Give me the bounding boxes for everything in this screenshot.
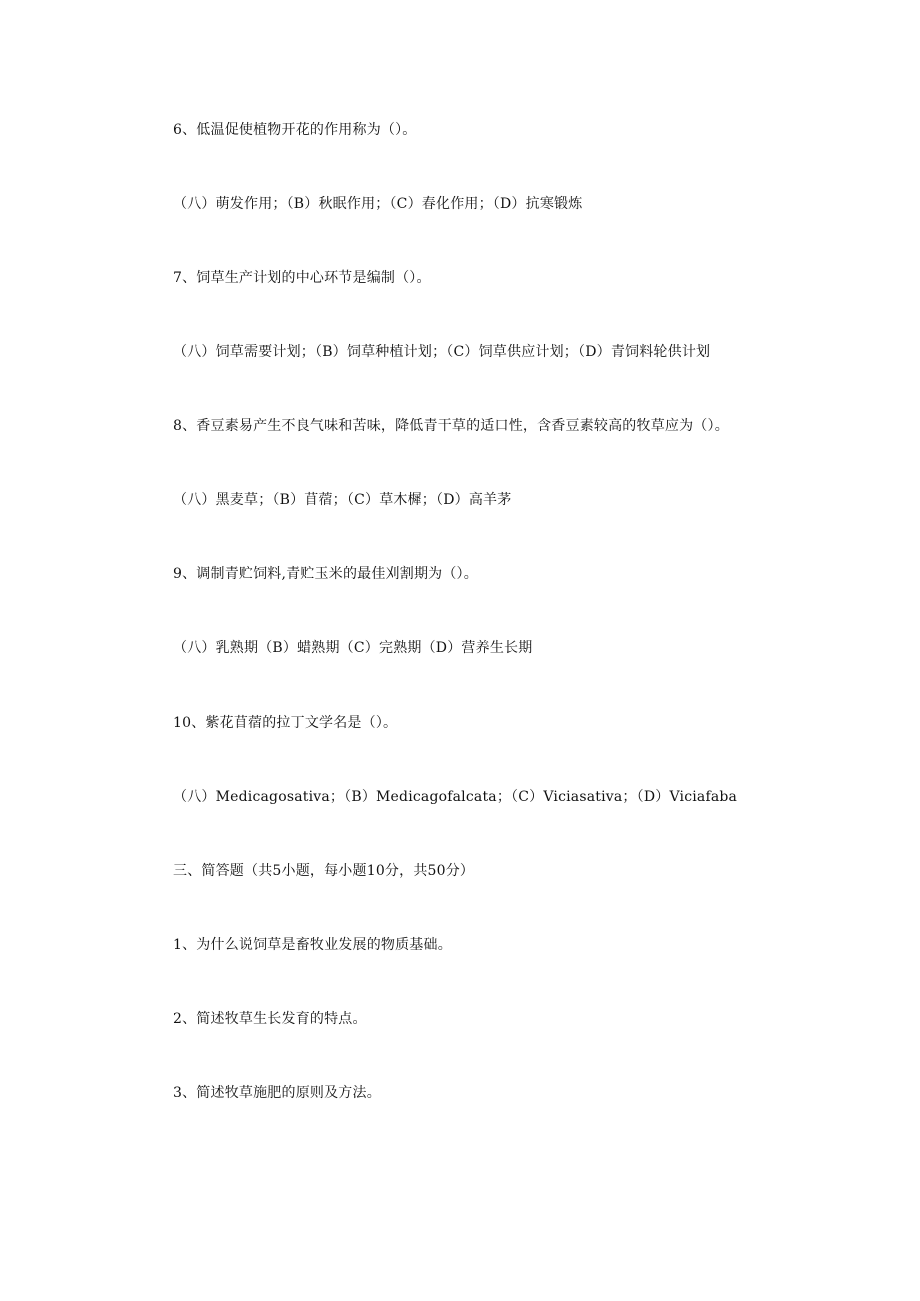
question-8-stem: 8、香豆素易产生不良气味和苦味，降低青干草的适口性，含香豆素较高的牧草应为（）。 <box>173 418 729 434</box>
short-answer-item-1: 1、为什么说饲草是畜牧业发展的物质基础。 <box>173 937 452 953</box>
question-9-stem: 9、调制青贮饲料,青贮玉米的最佳刈割期为（）。 <box>173 566 478 582</box>
section-heading: 三、简答题（共5小题，每小题10分，共50分） <box>173 863 475 879</box>
question-8-options: （八）黑麦草；（B）苜蓿；（C）草木樨；（D）高羊茅 <box>173 492 512 508</box>
question-10-options: （八）Medicagosativa；（B）Medicagofalcata；（C）Viciasativa；（D）Viciafaba <box>173 789 738 805</box>
question-10-stem: 10、紫花苜蓿的拉丁文学名是（）。 <box>173 715 398 731</box>
question-6-stem: 6、低温促使植物开花的作用称为（）。 <box>173 122 417 138</box>
short-answer-item-3: 3、简述牧草施肥的原则及方法。 <box>173 1085 381 1101</box>
short-answer-item-2: 2、简述牧草生长发育的特点。 <box>173 1011 367 1027</box>
question-9-options: （八）乳熟期（B）蜡熟期（C）完熟期（D）营养生长期 <box>173 640 533 656</box>
question-7-options: （八）饲草需要计划；（B）饲草种植计划；（C）饲草供应计划；（D）青饲料轮供计划 <box>173 344 711 360</box>
question-7-stem: 7、饲草生产计划的中心环节是编制（）。 <box>173 270 431 286</box>
question-6-options: （八）萌发作用；（B）秋眠作用；（C）春化作用；（D）抗寒锻炼 <box>173 196 583 212</box>
